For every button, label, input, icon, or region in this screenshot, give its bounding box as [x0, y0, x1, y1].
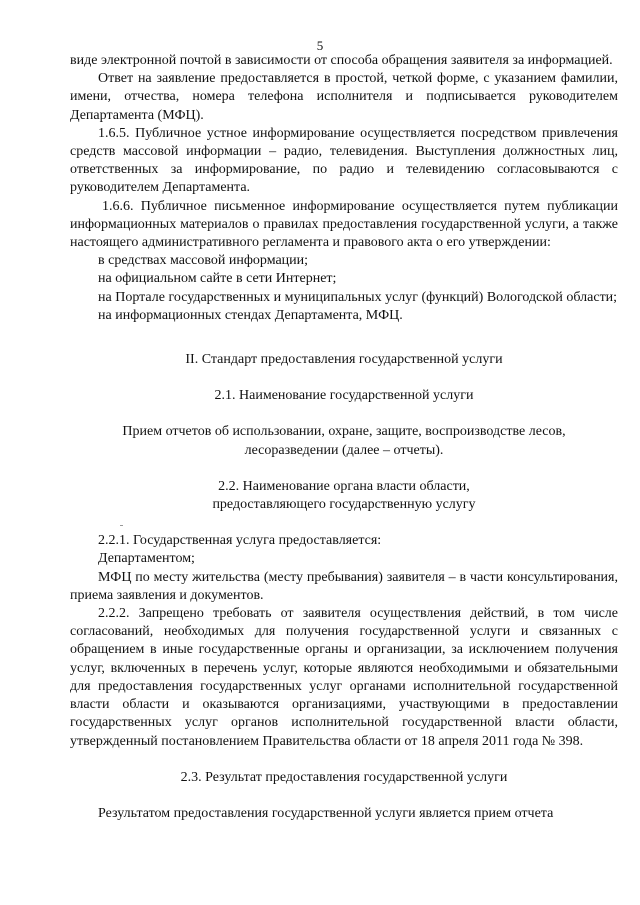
heading-2-2-line2: предоставляющего государственную услугу — [212, 497, 476, 513]
section-2-heading: II. Стандарт предоставления государственной услуги — [185, 352, 503, 368]
heading-2-3: 2.3. Результат предоставления государственной услуги — [180, 769, 508, 785]
paragraph-answer-format: Ответ на заявление предоставляется в простой, четкой форме, с указанием фамилии, имени, отчества, номера телефона исполнителя и подписывается руководителем Департамента (МФЦ). — [70, 71, 618, 123]
paragraph-result: Результатом предоставления государственной услуги является прием отчета — [98, 805, 554, 821]
list-item-mass-media: в средствах массовой информации; — [98, 253, 309, 269]
document-body — [70, 52, 618, 823]
list-item-portal: на Портале государственных и муниципальных услуг (функций) Вологодской области; — [98, 289, 618, 305]
list-item-department: Департаментом; — [98, 551, 195, 567]
list-item-official-site: на официальном сайте в сети Интернет; — [98, 271, 337, 287]
scan-speck — [120, 525, 123, 526]
list-item-info-stands: на информационных стендах Департамента, МФЦ. — [98, 307, 403, 323]
paragraph-contact-method: виде электронной почтой в зависимости от способа обращения заявителя за информацией. — [70, 53, 613, 68]
paragraph-service-name: Прием отчетов об использовании, охране, защите, воспроизводстве лесов, лесоразведении (далее – отчеты). — [122, 424, 566, 458]
page-number: 5 — [316, 38, 324, 53]
list-item-mfc: МФЦ по месту жительства (месту пребывания) заявителя – в части консультирования, приема заявления и документов. — [70, 569, 618, 603]
paragraph-2-2-1: 2.2.1. Государственная услуга предоставляется: — [98, 533, 382, 549]
paragraph-1-6-5: 1.6.5. Публичное устное информирование осуществляется посредством привлечения средств массовой информации – радио, телевидения. Выступления должностных лиц, ответственных за информирование, по радио и телевидению согласовываются с руководителем Департамента. — [70, 125, 618, 196]
paragraph-1-6-6: 1.6.6. Публичное письменное информирование осуществляется путем публикации информационных материалов о правилах предоставления государственной услуги, а также настоящего административного регламента и правового акта о его утверждении: — [70, 198, 618, 251]
heading-2-2-line1: 2.2. Наименование органа власти области, — [218, 478, 470, 494]
paragraph-2-2-2: 2.2.2. Запрещено требовать от заявителя осуществления действий, в том числе согласований, необходимых для получения государственной услуги и связанных с обращением в иные государственные органы и организации, за исключением получения услуг, включенных в перечень услуг, которые являются необходимыми и обязательными для предоставления государственных услуг органами исполнительной государственной власти области и оказываются организациями, участвующими в предоставлении государственных услуг органов исполнительной государственной власти области, утвержденный постановлением Правительства области от 18 апреля 2011 года № 398. — [70, 606, 618, 749]
heading-2-1: 2.1. Наименование государственной услуги — [214, 388, 474, 404]
